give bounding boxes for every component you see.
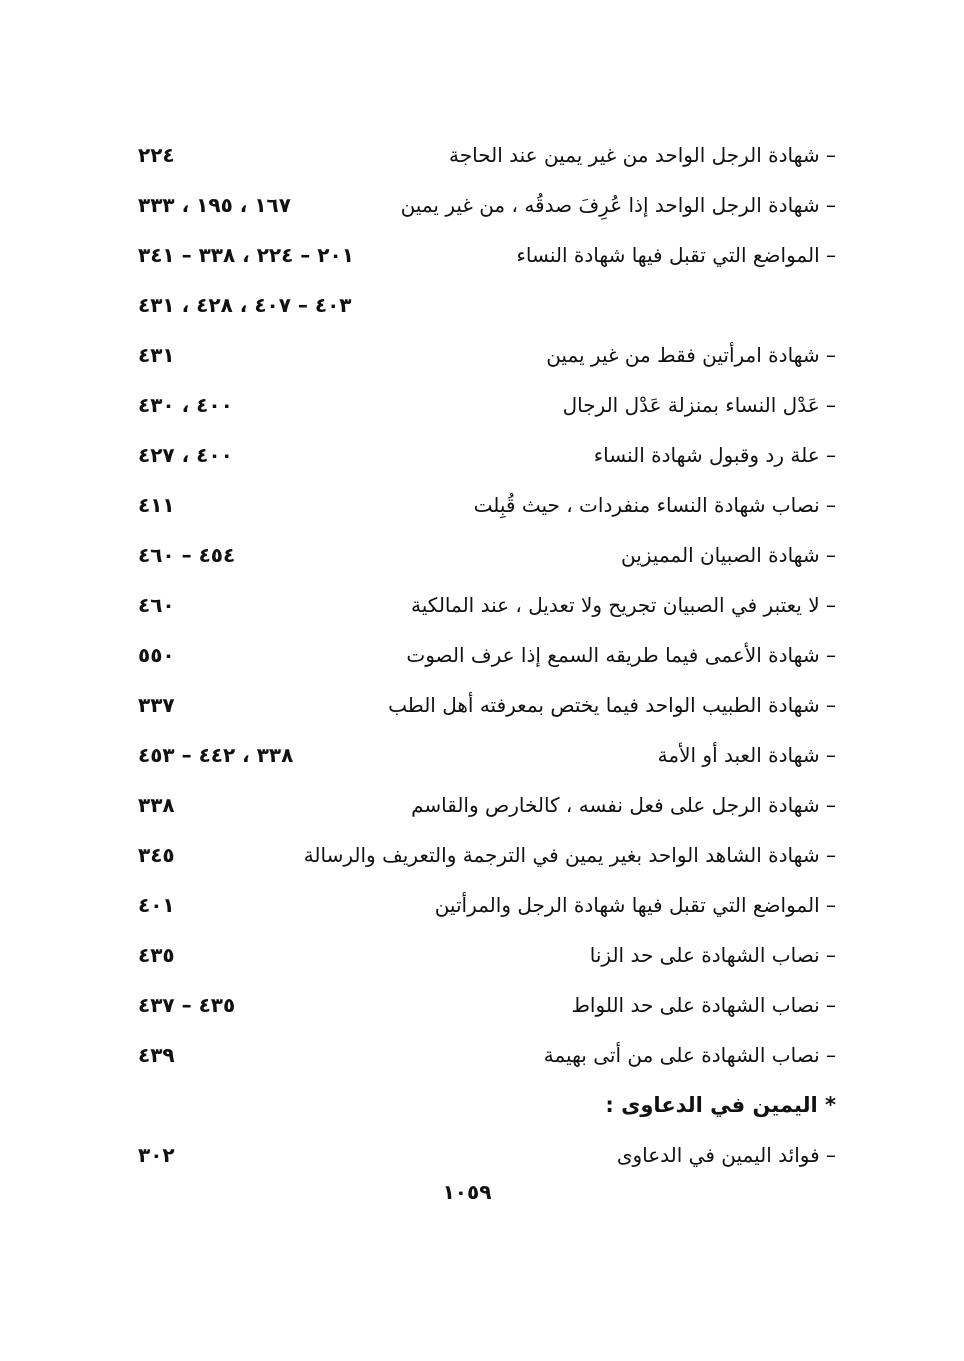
entry-text: – نصاب الشهادة على حد اللواط: [571, 993, 836, 1017]
index-entry: [130, 780, 836, 830]
index-entry: [130, 930, 836, 980]
entry-text: – عَدْل النساء بمنزلة عَدْل الرجال: [562, 393, 836, 417]
entry-pages: ٤٣٥: [138, 943, 175, 967]
entry-text: – فوائد اليمين في الدعاوى: [616, 1143, 836, 1167]
index-entry: [130, 580, 836, 630]
entry-pages: ٤١١: [138, 493, 175, 517]
entry-text: – نصاب شهادة النساء منفردات ، حيث قُبِلت: [473, 493, 836, 517]
entry-text: – لا يعتبر في الصبيان تجريح ولا تعديل ، عند المالكية: [411, 593, 836, 617]
section-heading-text: * اليمين في الدعاوى :: [605, 1093, 836, 1117]
entry-pages: ٤٣٥ – ٤٣٧: [138, 993, 236, 1017]
index-entry: [130, 180, 836, 230]
entry-pages: ٢٢٤: [138, 143, 175, 167]
index-entry: [130, 680, 836, 730]
entry-pages: ٣٣٧: [138, 693, 175, 717]
entry-pages: ٤٥٤ – ٤٦٠: [138, 543, 236, 567]
entry-text: – علة رد وقبول شهادة النساء: [593, 443, 836, 467]
entry-pages: ٤٠٣ – ٤٠٧ ، ٤٢٨ ، ٤٣١: [138, 293, 352, 317]
entry-text: – المواضع التي تقبل فيها شهادة النساء: [516, 243, 836, 267]
entry-text: – شهادة الشاهد الواحد بغير يمين في الترجمة والتعريف والرسالة: [303, 843, 836, 867]
index-entry: [130, 980, 836, 1030]
entry-text: – شهادة العبد أو الأمة: [657, 743, 836, 767]
entry-pages: ٢٠١ – ٢٢٤ ، ٣٣٨ – ٣٤١: [138, 243, 354, 267]
entry-text: – شهادة الأعمى فيما طريقه السمع إذا عرف الصوت: [406, 643, 836, 667]
index-entry-continuation: [130, 280, 836, 330]
index-entry: [130, 630, 836, 680]
index-list: [130, 130, 836, 1180]
entry-text: – نصاب الشهادة على حد الزنا: [589, 943, 836, 967]
entry-text: – المواضع التي تقبل فيها شهادة الرجل والمرأتين: [434, 893, 836, 917]
entry-text: – شهادة الصبيان المميزين: [620, 543, 836, 567]
entry-pages: ٤٠٠ ، ٤٣٠: [138, 393, 233, 417]
index-entry: [130, 1030, 836, 1080]
entry-text: – شهادة امرأتين فقط من غير يمين: [546, 343, 836, 367]
entry-pages: ٣٤٥: [138, 843, 175, 867]
entry-pages: ٣٣٨ ، ٤٤٢ – ٤٥٣: [138, 743, 294, 767]
index-entry: [130, 880, 836, 930]
entry-pages: ٤٠١: [138, 893, 175, 917]
page-number: ١٠٥٩: [442, 1180, 492, 1204]
index-entry: [130, 380, 836, 430]
entry-pages: ٤٣٩: [138, 1043, 175, 1067]
index-entry: [130, 730, 836, 780]
entry-pages: ٤٦٠: [138, 593, 175, 617]
entry-pages: ٤٣١: [138, 343, 175, 367]
entry-pages: ٥٥٠: [138, 643, 175, 667]
index-entry: [130, 330, 836, 380]
entry-text: – شهادة الطبيب الواحد فيما يختص بمعرفته أهل الطب: [388, 693, 836, 717]
entry-text: – شهادة الرجل على فعل نفسه ، كالخارص والقاسم: [411, 793, 836, 817]
index-entry: [130, 430, 836, 480]
index-entry: [130, 1130, 836, 1180]
entry-pages: ٣٠٢: [138, 1143, 175, 1167]
index-entry: [130, 230, 836, 280]
index-entry: [130, 130, 836, 180]
entry-pages: ٣٣٨: [138, 793, 175, 817]
entry-text: – شهادة الرجل الواحد إذا عُرِفَ صدقُه ، من غير يمين: [400, 193, 836, 217]
entry-text: – شهادة الرجل الواحد من غير يمين عند الحاجة: [449, 143, 836, 167]
entry-pages: ٤٠٠ ، ٤٢٧: [138, 443, 233, 467]
entry-pages: ١٦٧ ، ١٩٥ ، ٣٣٣: [138, 193, 291, 217]
index-entry: [130, 830, 836, 880]
index-entry: [130, 530, 836, 580]
index-entry: [130, 480, 836, 530]
entry-text: – نصاب الشهادة على من أتى بهيمة: [543, 1043, 836, 1067]
section-heading: [130, 1080, 836, 1130]
